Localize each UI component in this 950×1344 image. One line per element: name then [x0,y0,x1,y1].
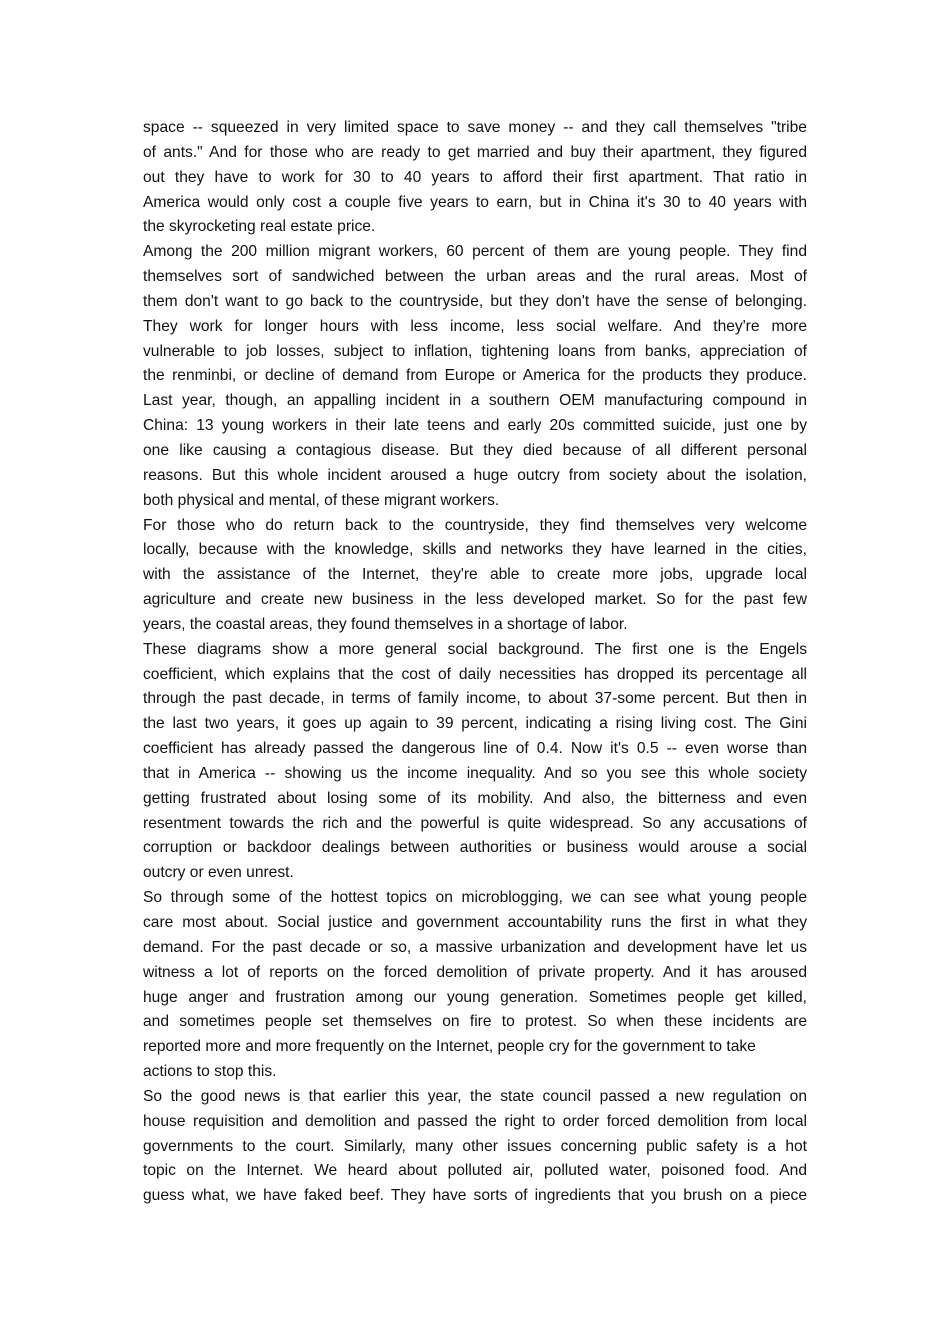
text-line: They work for longer hours with less income, less social welfare. And they're more [143,317,807,335]
text-line: the last two years, it goes up again to 39 percent, indicating a rising living cost. The Gini [143,715,807,733]
text-line: the skyrocketing real estate price. [143,218,376,236]
text-line: outcry or even unrest. [143,864,294,882]
text-line: space -- squeezed in very limited space to save money -- and they call themselves "tribe [143,119,807,136]
text-line: coefficient has already passed the dangerous line of 0.4. Now it's 0.5 -- even worse than [143,740,807,758]
text-line: care most about. Social justice and government accountability runs the first in what they [143,914,807,931]
text-line: guess what, we have faked beef. They have sorts of ingredients that you brush on a piece [143,1187,807,1205]
paragraph-microblogging [143,886,807,1085]
text-line: both physical and mental, of these migrant workers. [143,491,500,509]
paragraph-good-news [143,1085,807,1209]
text-line: corruption or backdoor dealings between authorities or business would arouse a social [143,839,807,857]
text-line: For those who do return back to the countryside, they find themselves very welcome [143,516,807,534]
text-line: with the assistance of the Internet, they're able to create more jobs, upgrade local [143,566,807,584]
text-line: of ants." And for those who are ready to get married and buy their apartment, they figured [143,143,807,161]
paragraph-tribe-of-ants [143,116,807,240]
text-line: So the good news is that earlier this year, the state council passed a new regulation on [143,1087,807,1105]
text-line: Last year, though, an appalling incident in a southern OEM manufacturing compound in [143,392,807,410]
text-line: witness a lot of reports on the forced demolition of private property. And it has aroused [143,963,807,981]
text-line: years, the coastal areas, they found themselves in a shortage of labor. [143,615,628,633]
text-line: that in America -- showing us the income inequality. And so you see this whole society [143,764,807,782]
text-line: governments to the court. Similarly, many other issues concerning public safety is a hot [143,1137,807,1155]
text-line: So through some of the hottest topics on microblogging, we can see what young people [143,889,807,907]
text-line: and sometimes people set themselves on fire to protest. So when these incidents are [143,1013,807,1031]
text-line: reasons. But this whole incident aroused a huge outcry from society about the isolation, [143,466,807,484]
text-line: vulnerable to job losses, subject to inflation, tightening loans from banks, appreciation of [143,342,807,360]
text-line: house requisition and demolition and passed the right to order forced demolition from local [143,1112,807,1130]
text-line: topic on the Internet. We heard about polluted air, polluted water, poisoned food. And [143,1162,807,1180]
text-line: out they have to work for 30 to 40 years to afford their first apartment. That ratio in [143,168,807,186]
text-line: demand. For the past decade or so, a massive urbanization and development have let us [143,938,807,956]
text-line: them don't want to go back to the countryside, but they don't have the sense of belonging. [143,292,807,310]
text-line: coefficient, which explains that the cost of daily necessities has dropped its percentage all [143,665,807,683]
text-line: Among the 200 million migrant workers, 60 percent of them are young people. They find [143,243,807,261]
text-line: themselves sort of sandwiched between the urban areas and the rural areas. Most of [143,268,807,286]
text-line: China: 13 young workers in their late teens and early 20s committed suicide, just one by [143,417,807,435]
text-line: getting frustrated about losing some of its mobility. And also, the bitterness and even [143,789,807,807]
text-line: huge anger and frustration among our young generation. Sometimes people get killed, [143,988,807,1006]
paragraph-migrant-workers [143,240,807,513]
paragraph-return-countryside [143,514,807,638]
text-line: through the past decade, in terms of family income, to about 37-some percent. But then in [143,690,807,708]
document-page [143,116,807,1209]
text-line: These diagrams show a more general social background. The first one is the Engels [143,640,807,658]
text-line: reported more and more frequently on the Internet, people cry for the government to take [143,1038,756,1056]
text-line: one like causing a contagious disease. But they died because of all different personal [143,441,807,459]
text-line: locally, because with the knowledge, skills and networks they have learned in the cities, [143,541,807,559]
text-line: agriculture and create new business in the less developed market. So for the past few [143,591,807,609]
paragraph-social-background [143,638,807,886]
text-line: actions to stop this. [143,1063,277,1081]
text-line: America would only cost a couple five years to earn, but in China it's 30 to 40 years with [143,193,807,211]
text-line: resentment towards the rich and the powerful is quite widespread. So any accusations of [143,814,807,832]
text-line: the renminbi, or decline of demand from Europe or America for the products they produce. [143,367,807,385]
